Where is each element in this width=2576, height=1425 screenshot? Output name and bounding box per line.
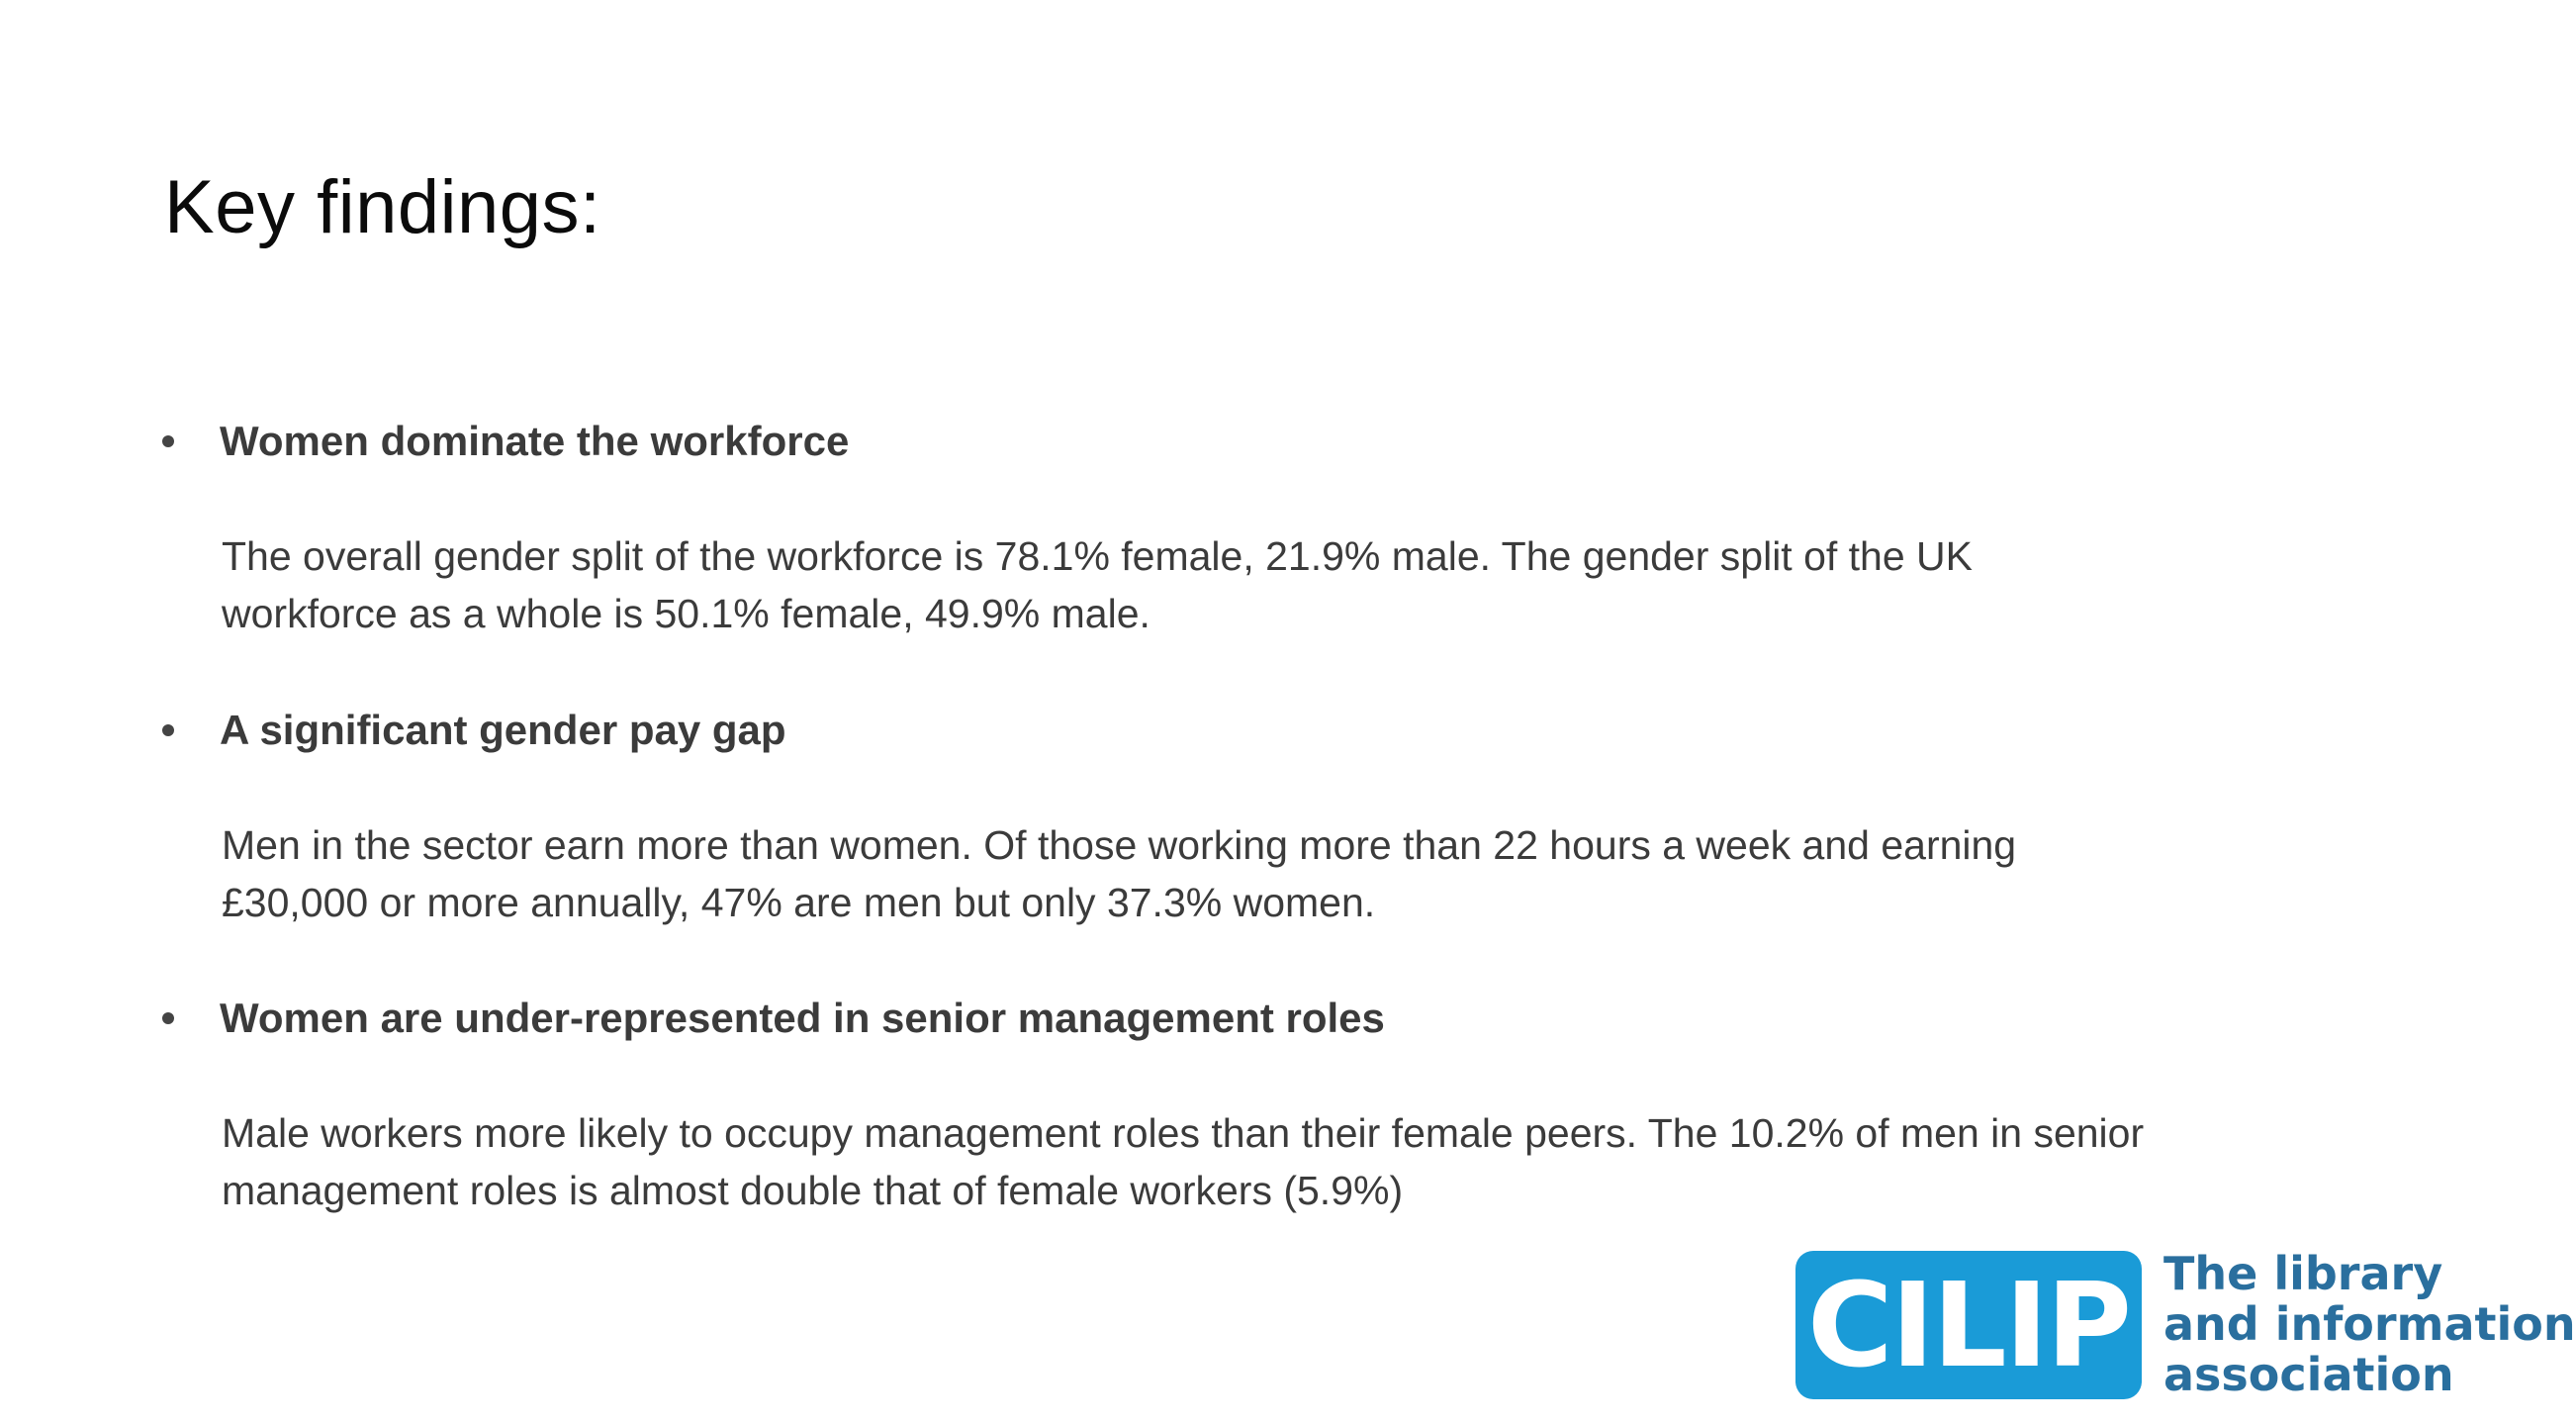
finding-text-line: £30,000 or more annually, 47% are men but only 37.3% women. <box>222 880 1376 925</box>
logo-mark <box>1795 1251 2142 1399</box>
finding-text-line: The overall gender split of the workforce is 78.1% female, 21.9% male. The gender split of the UK <box>222 533 1974 579</box>
bullet-icon <box>162 435 174 447</box>
cilip-logo <box>1795 1249 2576 1400</box>
finding-heading-label: A significant gender pay gap <box>220 707 786 753</box>
finding-text-workforce <box>222 527 2348 642</box>
bullet-icon <box>162 724 174 736</box>
finding-heading-pay-gap <box>162 707 786 753</box>
finding-heading-label: Women are under-represented in senior management roles <box>220 995 1385 1041</box>
slide-title: Key findings: <box>164 165 601 249</box>
finding-text-line: workforce as a whole is 50.1% female, 49.9% male. <box>222 591 1150 636</box>
finding-heading-workforce <box>162 418 850 464</box>
finding-text-pay-gap <box>222 816 2348 931</box>
finding-text-line: management roles is almost double that of female workers (5.9%) <box>222 1168 1404 1213</box>
finding-text-line: Male workers more likely to occupy management roles than their female peers. The 10.2% of men in senior <box>222 1110 2145 1156</box>
logo-tagline-line: and information <box>2163 1297 2576 1351</box>
finding-heading-label: Women dominate the workforce <box>220 418 850 464</box>
finding-heading-management <box>162 995 1385 1041</box>
logo-tagline-line: The library <box>2163 1247 2443 1300</box>
finding-text-line: Men in the sector earn more than women. Of those working more than 22 hours a week and earning <box>222 822 2017 868</box>
logo-tagline <box>2163 1249 2576 1400</box>
logo-tagline-line: association <box>2163 1348 2454 1401</box>
bullet-icon <box>162 1012 174 1024</box>
finding-text-management <box>222 1104 2348 1219</box>
logo-mark-text: CILIP <box>1806 1256 2131 1393</box>
